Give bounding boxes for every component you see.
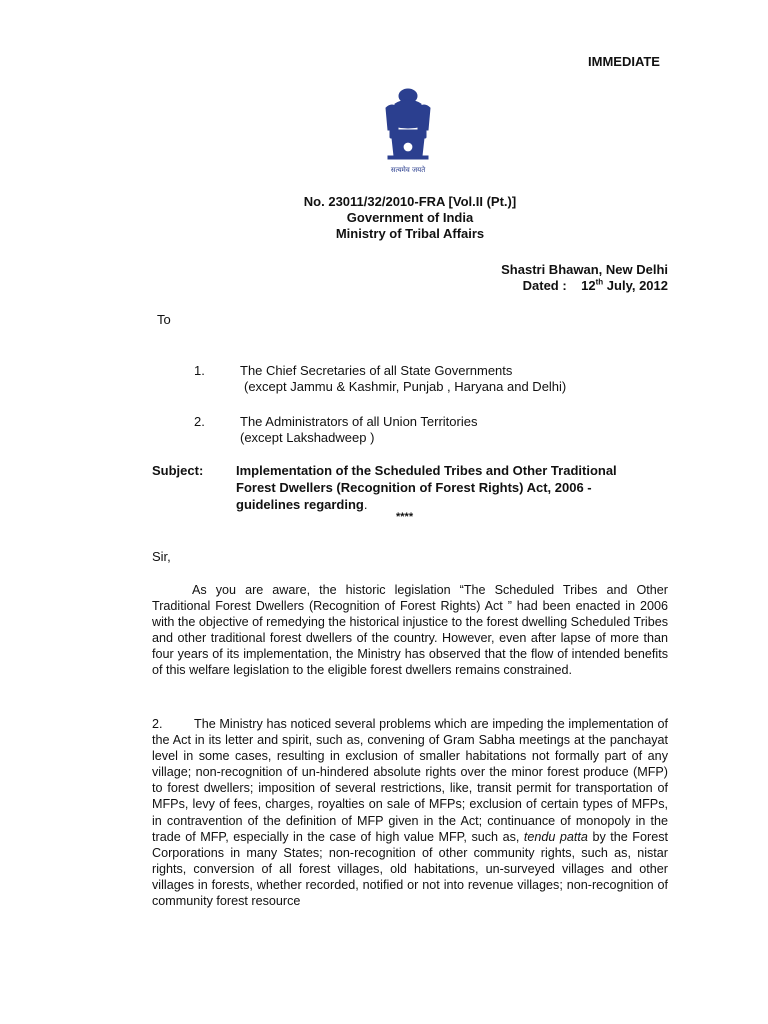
paragraph-2-text-a: The Ministry has noticed several problems which are impeding the implementation of the Act in its letter and spirit, such as, convening of Gram Sabha meetings at the panchayat level in some cases, resulting in exclusion of smaller habitations not formally part of any village; non-recognition of un-hindered absolute rights over the minor forest produce (MFP) to forest dwellers; imposition of several restrictions, like, transit permit for transportation of MFPs, levy of fees, charges, royalties on sale of MFPs; exclusion of certain types of MFPs, in contravention of the definition of MFP given in the Act; continuance of monopoly in the trade of MFP, especially in the case of high value MFP, such as, xyxy=(152,717,668,844)
priority-label: IMMEDIATE xyxy=(588,54,660,69)
ministry-name: Ministry of Tribal Affairs xyxy=(335,226,485,241)
emblem-motto: सत्यमेव जयते xyxy=(390,166,426,174)
date-label: Dated : xyxy=(522,278,567,293)
salutation: Sir, xyxy=(152,549,171,564)
subject-label: Subject: xyxy=(152,463,204,478)
date-day: 12 xyxy=(581,278,596,293)
paragraph-2 xyxy=(152,716,668,909)
addressee-line: The Chief Secretaries of all State Governments xyxy=(240,363,513,378)
subject-body: Implementation of the Scheduled Tribes and Other Traditional Forest Dwellers (Recognition of Forest Rights) Act, 2006 - guidelines regarding xyxy=(236,463,617,512)
place: Shastri Bhawan, New Delhi xyxy=(501,262,668,277)
national-emblem-icon xyxy=(378,86,438,178)
subject-period: . xyxy=(363,497,368,512)
addressee-number: 2. xyxy=(194,414,205,429)
addressee-exception: (except Jammu & Kashmir, Punjab , Haryana and Delhi) xyxy=(244,379,567,394)
paragraph-number: 2. xyxy=(152,717,163,731)
paragraph-1: As you are aware, the historic legislation “The Scheduled Tribes and Other Traditional Forest Dwellers (Recognition of Forest Rights) Act ” had been enacted in 2006 with the objective of remedying the historical injustice to the forest dwelling Scheduled Tribes and other traditional forest dwellers of the country. However, even after lapse of more than four years of its implementation, the Ministry has observed that the flow of intended benefits of this welfare legislation to the eligible forest dwellers remains constrained. xyxy=(152,583,668,678)
date-rest: July, 2012 xyxy=(606,278,668,293)
file-number: No. 23011/32/2010-FRA [Vol.II (Pt.)] xyxy=(303,194,517,209)
date xyxy=(420,278,668,294)
government-name: Government of India xyxy=(346,210,474,225)
subject-text xyxy=(236,462,636,513)
date-suffix: th xyxy=(595,277,604,287)
paragraph-2-italic: tendu patta xyxy=(523,829,588,844)
paragraph-2-text-b: by the Forest Corporations in many States; non-recognition of other community rights, such as, nistar rights, conversion of all forest villages, old habitations, un-surveyed villages and other villages in forests, whether recorded, notified or not into revenue villages; non-recognition of community forest resource xyxy=(152,829,668,909)
separator-stars: **** xyxy=(396,511,414,523)
addressee-number: 1. xyxy=(194,363,205,378)
letter-header xyxy=(250,194,570,242)
place-and-date xyxy=(420,262,668,294)
to-label: To xyxy=(157,312,171,327)
addressee-exception: (except Lakshadweep ) xyxy=(240,430,375,445)
addressee-line: The Administrators of all Union Territories xyxy=(240,414,478,429)
